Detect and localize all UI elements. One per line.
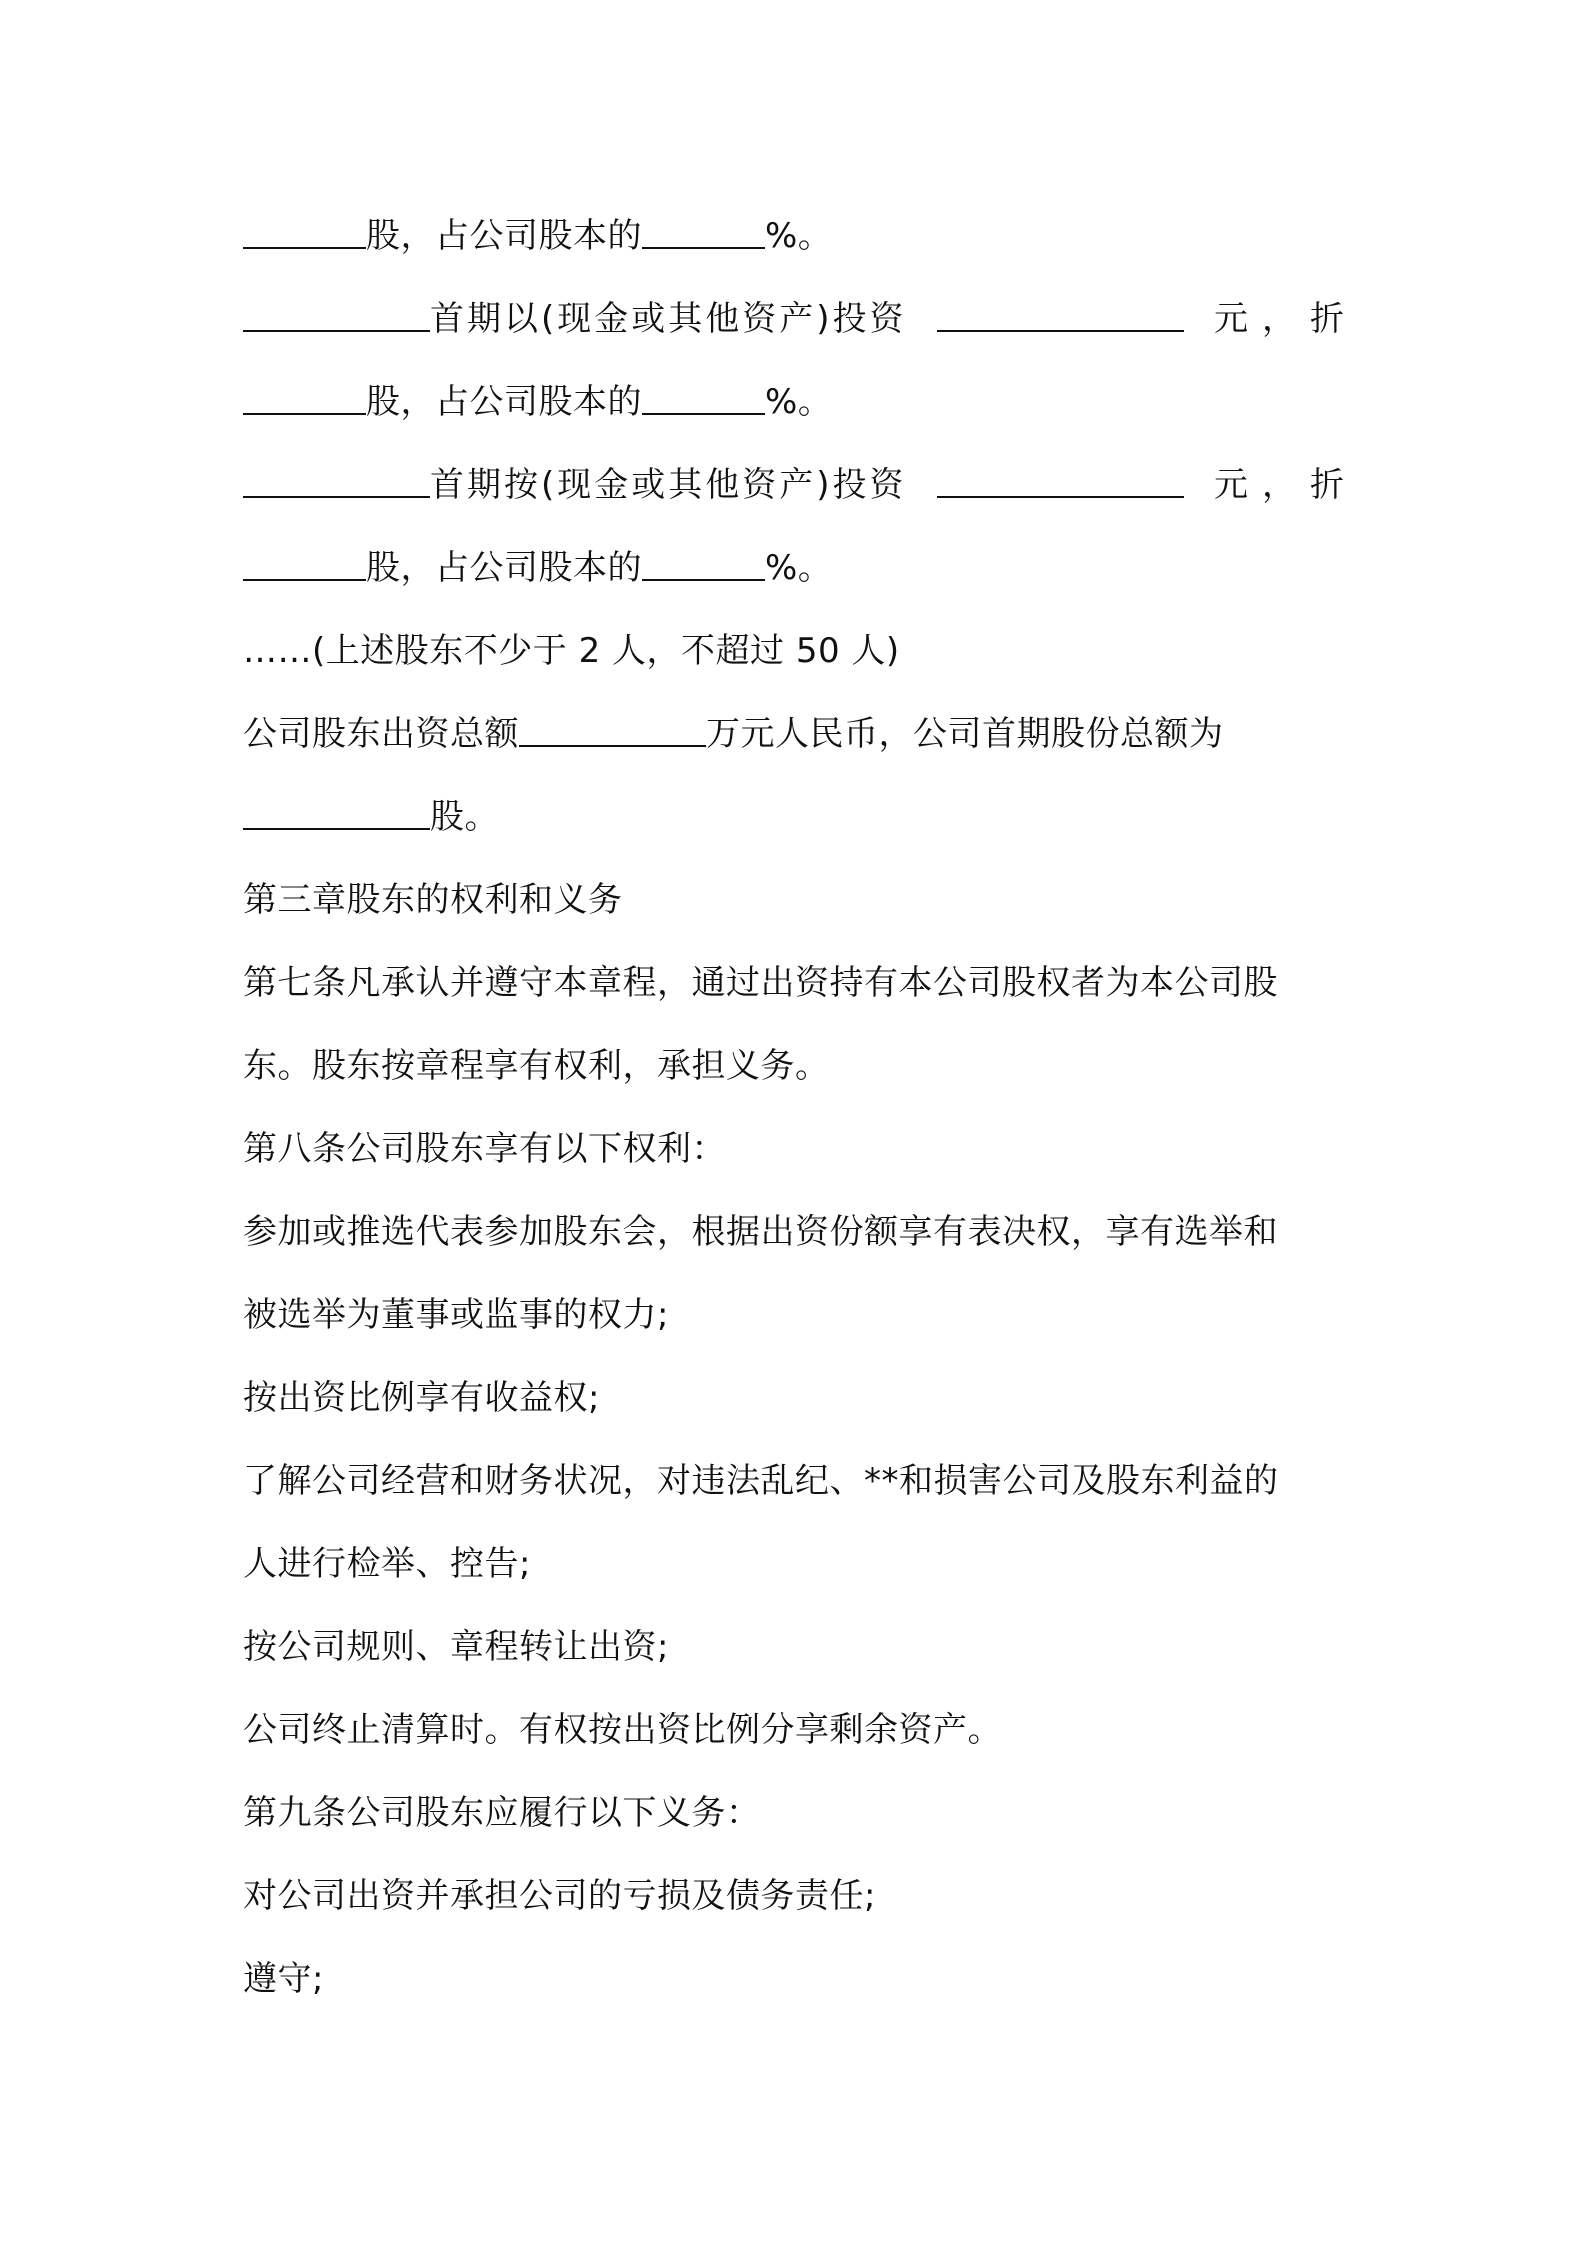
chapter-heading: 第三章股东的权利和义务 — [243, 880, 623, 920]
document-body — [243, 195, 1358, 2021]
percent-text: %。 — [765, 548, 833, 588]
total-capital-line — [243, 693, 1358, 776]
blank-field[interactable] — [642, 209, 765, 249]
article-paragraph: 东。股东按章程享有权利，承担义务。 — [243, 1046, 830, 1086]
list-item: 按出资比例享有收益权; — [243, 1378, 600, 1418]
blank-field[interactable] — [937, 458, 1184, 498]
article-heading: 第九条公司股东应履行以下义务： — [243, 1793, 761, 1833]
share-text: 股，占公司股本的 — [366, 548, 642, 588]
blank-field[interactable] — [243, 209, 366, 249]
percent-text: %。 — [765, 216, 833, 256]
list-item: 公司终止清算时。有权按出资比例分享剩余资产。 — [243, 1710, 1002, 1750]
share-text: 股，占公司股本的 — [366, 216, 642, 256]
list-item: 对公司出资并承担公司的亏损及债务责任; — [243, 1876, 876, 1916]
blank-field[interactable] — [937, 292, 1184, 332]
unit-text: 元，折 — [1214, 465, 1358, 505]
list-item: 人进行检举、控告; — [243, 1544, 531, 1584]
investment-text: 首期按(现金或其他资产)投资 — [430, 465, 907, 505]
investment-line — [243, 444, 1358, 527]
investment-text: 首期以(现金或其他资产)投资 — [430, 299, 907, 339]
list-item: 被选举为董事或监事的权力; — [243, 1295, 669, 1335]
percent-text: %。 — [765, 382, 833, 422]
share-line — [243, 527, 1358, 610]
total-capital-text: 万元人民币，公司首期股份总额为 — [706, 714, 1224, 754]
share-line — [243, 361, 1358, 444]
blank-field[interactable] — [243, 790, 430, 830]
total-capital-label: 公司股东出资总额 — [243, 714, 519, 754]
blank-field[interactable] — [642, 541, 765, 581]
article-heading: 第八条公司股东享有以下权利： — [243, 1129, 726, 1169]
blank-field[interactable] — [519, 707, 706, 747]
share-text: 股，占公司股本的 — [366, 382, 642, 422]
total-share-text: 股。 — [430, 797, 499, 837]
shareholder-count-note: ……(上述股东不少于 2 人，不超过 50 人) — [243, 631, 900, 671]
share-line — [243, 195, 1358, 278]
blank-field[interactable] — [642, 375, 765, 415]
unit-text: 元，折 — [1214, 299, 1358, 339]
blank-field[interactable] — [243, 375, 366, 415]
total-share-line — [243, 776, 1358, 859]
blank-field[interactable] — [243, 292, 430, 332]
blank-field[interactable] — [243, 458, 430, 498]
list-item: 按公司规则、章程转让出资; — [243, 1627, 669, 1667]
investment-line — [243, 278, 1358, 361]
list-item: 参加或推选代表参加股东会，根据出资份额享有表决权，享有选举和 — [243, 1212, 1278, 1252]
list-item: 了解公司经营和财务状况，对违法乱纪、**和损害公司及股东利益的 — [243, 1461, 1279, 1501]
article-paragraph: 第七条凡承认并遵守本章程，通过出资持有本公司股权者为本公司股 — [243, 963, 1278, 1003]
blank-field[interactable] — [243, 541, 366, 581]
list-item: 遵守; — [243, 1959, 324, 1999]
